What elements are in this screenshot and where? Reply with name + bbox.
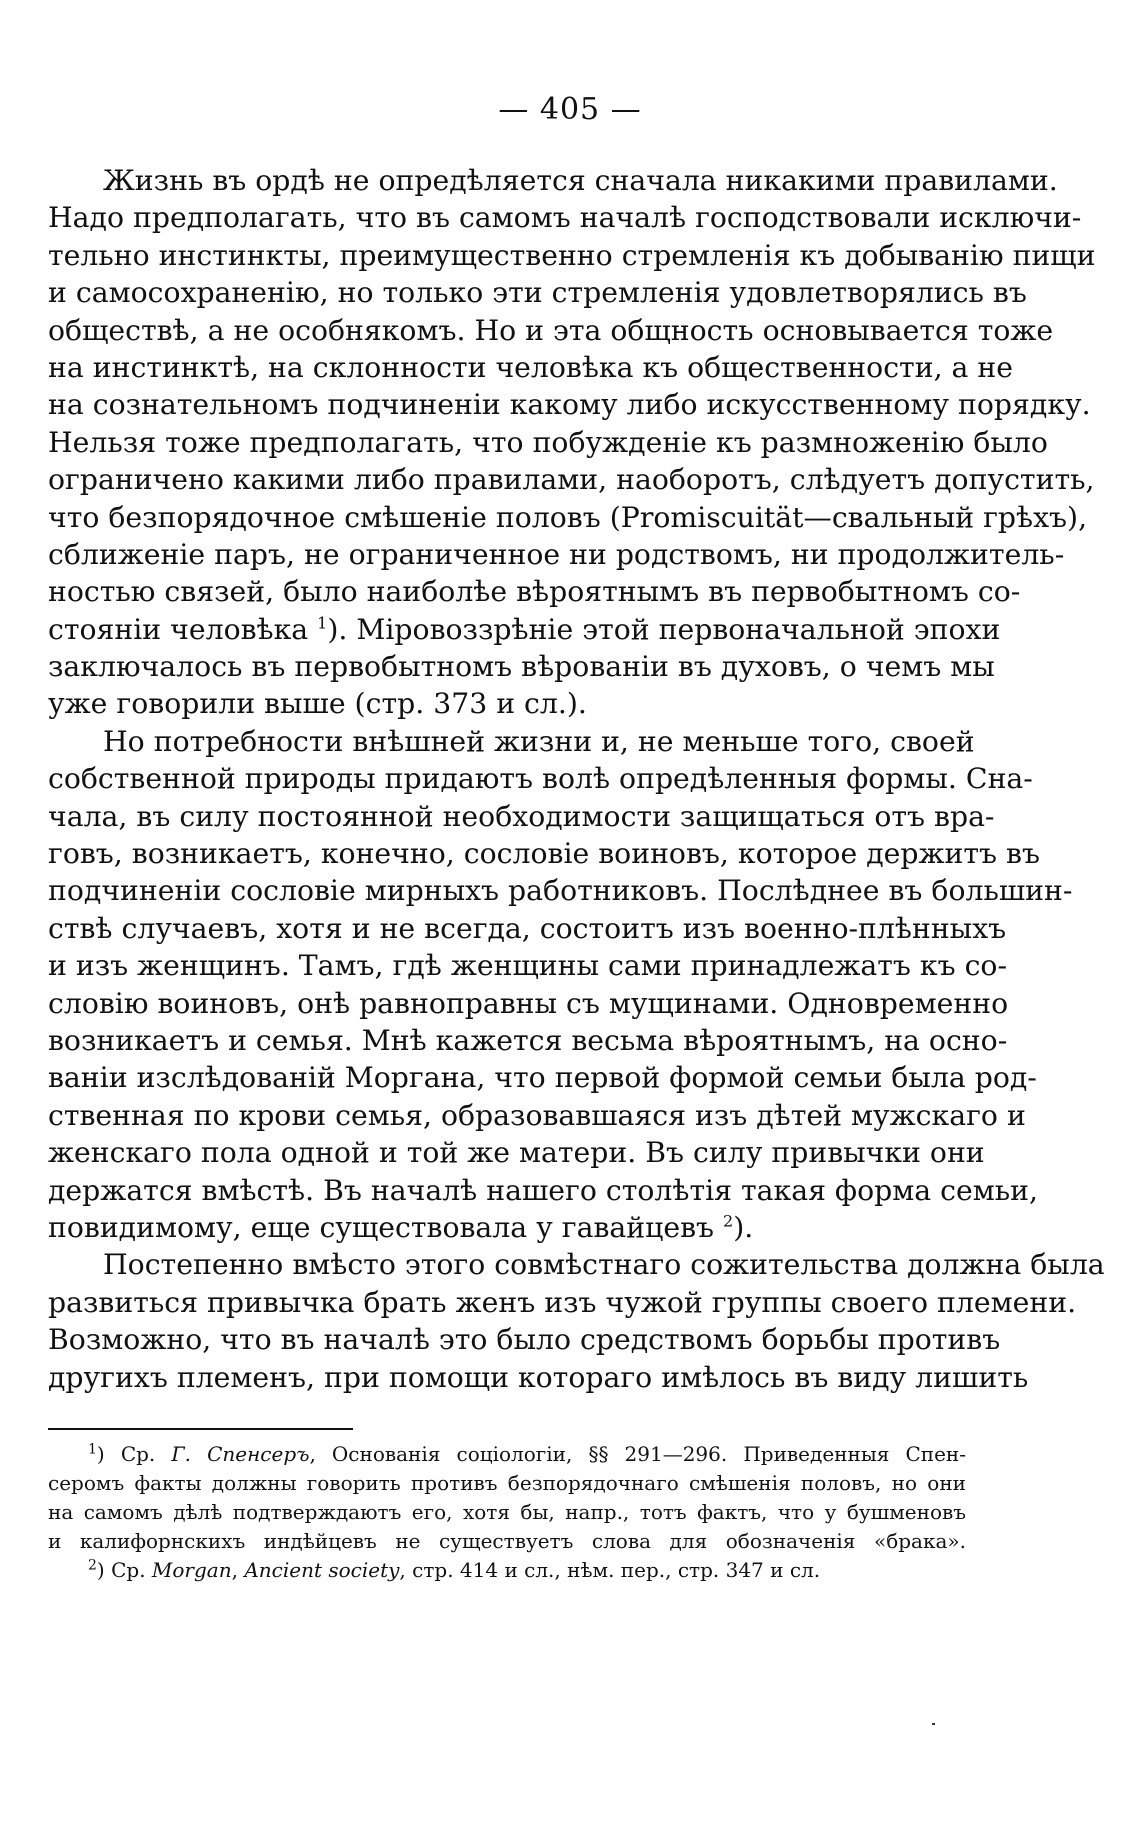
- text-line: тельно инстинкты, преимущественно стремленія къ добыванію пищи: [48, 238, 1096, 272]
- footnote-number: 1: [88, 1441, 97, 1458]
- text-line: на инстинктѣ, на склонности человѣка къ общественности, а не: [48, 350, 1014, 384]
- text-line: женскаго пола одной и той же матери. Въ силу привычки они: [48, 1136, 985, 1170]
- footnote-author: Morgan: [151, 1558, 232, 1582]
- text-line: Но потребности внѣшней жизни и, не меньше того, своей: [103, 724, 975, 758]
- footnote-book-title: Ancient society: [244, 1558, 400, 1582]
- footnote-text: ) Ср.: [96, 1558, 152, 1582]
- footnotes: [48, 1440, 966, 1585]
- text-line: чала, въ силу постоянной необходимости защищаться отъ вра-: [48, 799, 995, 833]
- text-line: развиться привычка брать женъ изъ чужой группы своего племени.: [48, 1285, 1077, 1319]
- text-line: собственной природы придаютъ волѣ опредѣленныя формы. Сна-: [48, 762, 1033, 796]
- footnote-2-line: [48, 1556, 966, 1585]
- footnote-divider: [48, 1428, 353, 1430]
- text-line: что безпорядочное смѣшеніе половъ (Promiscuität—свальный грѣхъ),: [48, 500, 1088, 534]
- text-line: ственная по крови семья, образовавшаяся изъ дѣтей мужскаго и: [48, 1098, 1026, 1132]
- text-line: подчиненіи сословіе мирныхъ работниковъ. Послѣднее въ большин-: [48, 874, 1073, 908]
- text-line: и самосохраненію, но только эти стремленія удовлетворялись въ: [48, 276, 1027, 310]
- text-line-with-footnote-2: [48, 1209, 966, 1246]
- page-number: — 405 —: [498, 92, 642, 127]
- main-text: [48, 162, 1105, 1396]
- text-line: и изъ женщинъ. Тамъ, гдѣ женщины сами принадлежатъ къ со-: [48, 949, 1008, 983]
- footnote-number: 2: [88, 1557, 97, 1574]
- text-line: Постепенно вмѣсто этого совмѣстнаго сожительства должна была: [103, 1248, 1105, 1282]
- text-line: ограничено какими либо правилами, наоборотъ, слѣдуетъ допустить,: [48, 463, 1095, 497]
- text-line: заключалось въ первобытномъ вѣрованіи въ духовъ, о чемъ мы: [48, 650, 995, 684]
- scan-speck: [932, 1723, 935, 1725]
- text-line: ностью связей, было наиболѣе вѣроятнымъ въ первобытномъ со-: [48, 575, 1021, 609]
- footnote-author: Г. Спенсеръ: [171, 1442, 310, 1466]
- text-line: ствѣ случаевъ, хотя и не всегда, состоитъ изъ военно-плѣнныхъ: [48, 911, 1007, 945]
- text-line: держатся вмѣстѣ. Въ началѣ нашего столѣтія такая форма семьи,: [48, 1173, 1038, 1207]
- text-line: говъ, возникаетъ, конечно, сословіе воиновъ, которое держитъ въ: [48, 837, 1040, 871]
- text-line: на сознательномъ подчиненіи какому либо искусственному порядку.: [48, 388, 1091, 422]
- text-line: возникаетъ и семья. Мнѣ кажется весьма вѣроятнымъ, на осно-: [48, 1023, 1008, 1057]
- footnote-1-line: серомъ факты должны говорить противъ безпорядочнаго смѣшенія половъ, но они: [48, 1471, 966, 1495]
- footnote-1-line: на самомъ дѣлѣ подтверждаютъ его, хотя бы, напр., тотъ фактъ, что у бушменовъ: [48, 1500, 966, 1524]
- text-line: словію воиновъ, онѣ равноправны съ мущинами. Одновременно: [48, 986, 1009, 1020]
- footnote-text: ,: [231, 1558, 245, 1582]
- text-line: сближеніе паръ, не ограниченное ни родствомъ, ни продолжитель-: [48, 537, 1065, 571]
- text-line: обществѣ, а не особнякомъ. Но и эта общность основывается тоже: [48, 313, 1054, 347]
- footnote-reference-2[interactable]: 2: [723, 1211, 734, 1231]
- text-fragment: ). Міровоззрѣніе этой первоначальной эпохи: [327, 612, 1001, 646]
- footnote-1-line: [48, 1440, 966, 1469]
- text-line: уже говорили выше (стр. 373 и сл.).: [48, 687, 587, 721]
- text-line: Жизнь въ ордѣ не опредѣляется сначала никакими правилами.: [103, 164, 1058, 197]
- footnote-reference-1[interactable]: 1: [317, 613, 328, 633]
- footnote-text: ) Ср.: [96, 1442, 172, 1466]
- text-line: Возможно, что въ началѣ это было средствомъ борьбы противъ: [48, 1323, 1001, 1357]
- text-fragment: повидимому, еще существовала у гавайцевъ: [48, 1210, 714, 1244]
- text-fragment: стояніи человѣка: [48, 612, 309, 646]
- text-line-with-footnote-1: [48, 611, 1001, 648]
- text-line: ваніи изслѣдованій Моргана, что первой формой семьи была род-: [48, 1061, 1037, 1095]
- text-fragment: ).: [733, 1210, 754, 1244]
- footnote-text: , Основанія соціологіи, §§ 291—296. Приведенныя Спен-: [309, 1442, 967, 1466]
- text-line: другихъ племенъ, при помощи котораго имѣлось въ виду лишить: [48, 1360, 1029, 1394]
- text-line: Надо предполагать, что въ самомъ началѣ господствовали исключи-: [48, 201, 1082, 235]
- footnote-text: , стр. 414 и сл., нѣм. пер., стр. 347 и сл.: [399, 1558, 821, 1582]
- footnote-1-line: и калифорнскихъ индѣйцевъ не существуетъ слова для обозначенія «брака».: [48, 1529, 966, 1553]
- text-line: Нельзя тоже предполагать, что побужденіе къ размноженію было: [48, 425, 1048, 459]
